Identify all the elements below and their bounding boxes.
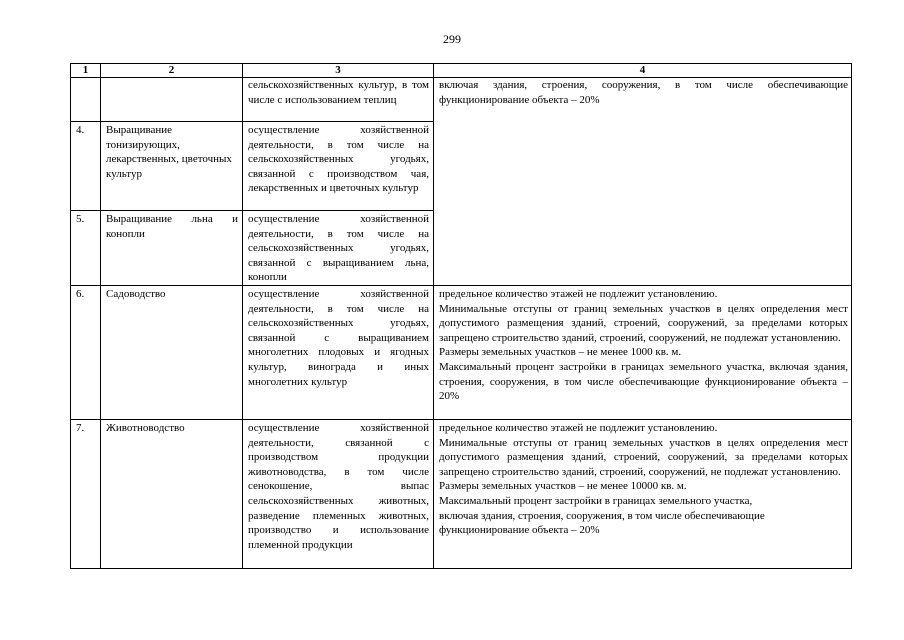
row-5-num: 5.	[76, 213, 85, 225]
row-7-name: Животноводство	[106, 422, 185, 434]
row-6-bottom-border	[70, 419, 852, 420]
column-header-2: 2	[168, 64, 175, 76]
column-divider-3	[433, 63, 434, 569]
table-border-left	[70, 63, 71, 569]
row-6-param-floors: предельное количество этажей не подлежит установлению.	[439, 288, 718, 300]
column-divider-2	[242, 63, 243, 569]
page-number: 299	[443, 32, 461, 46]
row-6-name: Садоводство	[106, 288, 166, 300]
column-header-4: 4	[639, 64, 646, 76]
row-7-param-floors: предельное количество этажей не подлежит установлению.	[439, 422, 718, 434]
column-header-1: 1	[82, 64, 89, 76]
row-cont-desc: сельскохозяйственных культур, в том числе с использованием теплиц	[248, 79, 429, 106]
row-7-param-coverage-line-2: включая здания, строения, сооружения, в том числе обеспечивающие	[439, 509, 765, 522]
row-7-param-setbacks: Минимальные отступы от границ земельных участков в целях определения мест допустимого размещения зданий, строений, сооружений, за пределами которых запрещено строительство зданий, строений, сооружений, не подлежат установлению.	[439, 436, 848, 478]
row-cont-params: включая здания, строения, сооружения, в том числе обеспечивающие функционирование объекта – 20%	[439, 79, 848, 106]
row-6-param-setbacks: Минимальные отступы от границ земельных участков в целях определения мест допустимого размещения зданий, строений, сооружений, за пределами которых запрещено строительство зданий, строений, сооружений, не подлежат установлению.	[439, 302, 848, 344]
column-divider-1	[100, 63, 101, 569]
row-4-name: Выращивание тонизирующих, лекарственных, цветочных культур	[106, 124, 232, 180]
table-border-bottom	[70, 568, 852, 569]
table-border-right	[851, 63, 852, 569]
row-6-param-coverage: Максимальный процент застройки в границах земельного участка, включая здания, строения, сооружения, в том числе обеспечивающие функционирование объекта – 20%	[439, 360, 848, 403]
column-header-3: 3	[335, 64, 341, 76]
row-3-bottom-border	[70, 121, 433, 122]
row-5-bottom-border	[70, 285, 852, 286]
row-4-desc: осуществление хозяйственной деятельности, в том числе на сельскохозяйственных угодьях, связанной с производством чая, лекарственных и цветочных культур	[248, 124, 429, 195]
row-5-desc: осуществление хозяйственной деятельности, в том числе на сельскохозяйственных угодьях, связанной с выращиванием льна, конопли	[248, 213, 429, 284]
row-7-desc: осуществление хозяйственной деятельности, связанной с производством продукции животноводства, в том числе сенокошение, выпас сельскохозяйственных животных, разведение племенных животных, производство и использование племенной продукции	[248, 422, 429, 551]
row-6-param-plot-size: Размеры земельных участков – не менее 1000 кв. м.	[439, 346, 682, 359]
row-7-param-coverage-line-3: функционирование объекта – 20%	[439, 524, 600, 537]
row-6-params	[439, 287, 848, 404]
row-7-num: 7.	[76, 422, 85, 434]
row-4-num: 4.	[76, 124, 85, 136]
row-4-bottom-border	[70, 210, 433, 211]
row-7-param-coverage-line-1: Максимальный процент застройки в границах земельного участка,	[439, 494, 753, 507]
row-5-name: Выращивание льна и конопли	[106, 213, 238, 240]
row-6-num: 6.	[76, 288, 85, 300]
row-7-param-plot-size: Размеры земельных участков – не менее 10000 кв. м.	[439, 480, 687, 493]
row-6-desc: осуществление хозяйственной деятельности, в том числе на сельскохозяйственных угодьях, связанной с выращиванием многолетних плодовых и ягодных культур, винограда и иных многолетних культур	[248, 288, 429, 388]
row-7-params	[439, 421, 848, 538]
